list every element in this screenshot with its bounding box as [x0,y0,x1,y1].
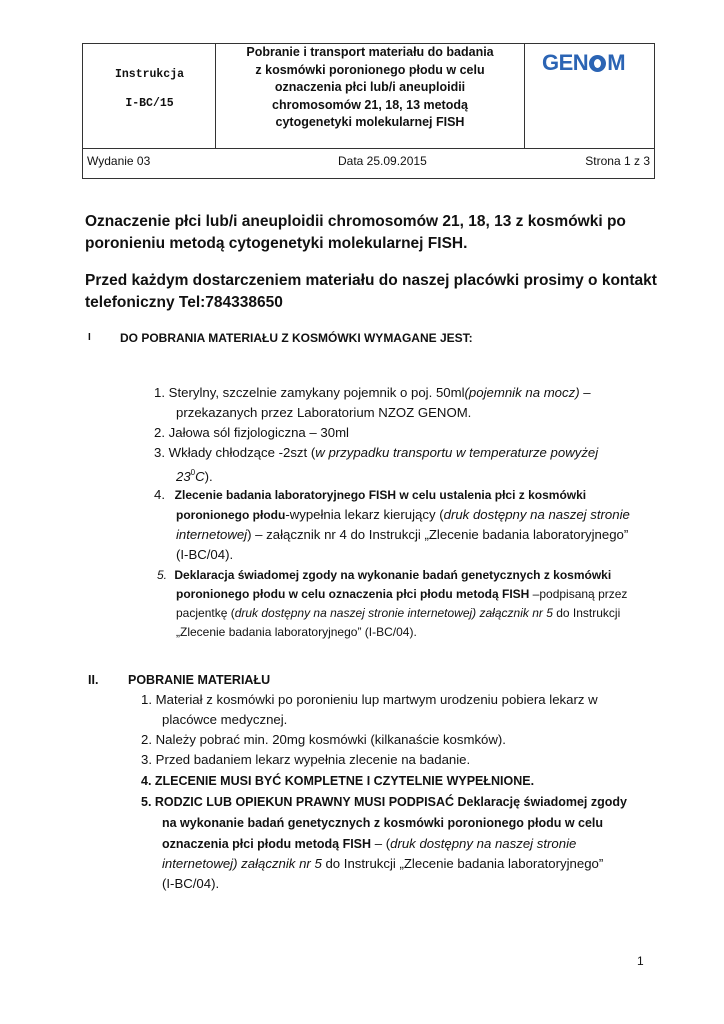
list-item-cont [176,585,627,604]
item-italic: druk dostępny na naszej stronie [443,507,630,522]
section-1-heading: DO POBRANIA MATERIAŁU Z KOSMÓWKI WYMAGANE JEST: [120,331,473,345]
list-item-cont: „Zlecenie badania laboratoryjnego” (I-BC/04). [176,625,417,639]
list-item-cont: (I-BC/04). [176,547,234,562]
genom-logo [542,50,625,76]
doc-date: Data 25.09.2015 [338,154,427,168]
list-item-cont: na wykonanie badań genetycznych z kosmówki poronionego płodu w celu [162,816,604,830]
item-bold: 5. RODZIC LUB OPIEKUN PRAWNY MUSI PODPISAĆ [141,795,454,809]
doc-meta-row [83,148,654,179]
main-title [85,211,626,255]
logo-cell [525,44,655,148]
contact-note [85,270,657,314]
doc-title-line: z kosmówki poronionego płodu w celu [255,62,485,77]
page-counter: Strona 1 z 3 [585,154,650,168]
item-italic: druk dostępny na naszej stronie [390,836,577,851]
item-text: ) – załącznik nr 4 do Instrukcji „Zlecenie badania laboratoryjnego” [247,527,629,542]
list-item-cont [176,463,213,487]
section-1-numeral: I [88,332,91,343]
item-bold: oznaczenia płci płodu metodą FISH [162,837,372,851]
item-bold: Zlecenie badania laboratoryjnego FISH w celu ustalenia płci z kosmówki [174,488,587,502]
list-item-cont: placówce medycznej. [162,712,288,727]
doc-title-cell [216,44,525,148]
item-text: 1. Sterylny, szczelnie zamykany pojemnik o poj. 50ml [154,385,465,400]
item-text: – [579,385,591,400]
item-bold: poronionego płodu w celu oznaczenia płci płodu metodą FISH [176,587,530,601]
doc-title-line: cytogenetyki molekularnej FISH [275,115,465,129]
list-item-cont [176,525,628,545]
list-item-cont [176,505,630,525]
list-item: 1. Materiał z kosmówki po poronieniu lup martwym urodzeniu pobiera lekarz w [141,692,598,707]
item-text: do Instrukcji [552,606,621,620]
item-italic: 23 [176,469,191,484]
item-italic: C [195,469,205,484]
contact-line: Przed każdym dostarczeniem materiału do naszej placówki prosimy o kontakt [85,272,657,289]
item-text: – ( [371,836,391,851]
main-title-line: poronieniu metodą cytogenetyki molekularnej FISH. [85,235,468,252]
list-item-cont [162,854,603,874]
section-2-heading: POBRANIE MATERIAŁU [128,673,271,687]
list-item-cont: przekazanych przez Laboratorium NZOZ GENOM. [176,405,472,420]
main-title-line: Oznaczenie płci lub/i aneuploidii chromosomów 21, 18, 13 z kosmówki po [85,213,626,230]
item-text: -wypełnia lekarz kierujący ( [285,507,444,522]
doc-title-line: chromosomów 21, 18, 13 metodą [272,97,468,112]
list-item: 4. ZLECENIE MUSI BYĆ KOMPLETNE I CZYTELNIE WYPEŁNIONE. [141,774,535,788]
doc-code: I-BC/15 [125,97,174,110]
item-text: 3. Wkłady chłodzące -2szt ( [154,445,316,460]
list-item-cont: (I-BC/04). [162,876,220,891]
item-bold: Deklaracja świadomej zgody na wykonanie badań genetycznych z kosmówki [174,568,612,582]
item-text: pacjentkę ( [176,606,235,620]
logo-text-right: M [607,50,626,75]
logo-globe-icon [589,55,606,72]
item-italic: w przypadku transportu w temperaturze powyżej [315,445,599,460]
list-item: 2. Należy pobrać min. 20mg kosmówki (kilkanaście kosmków). [141,732,506,747]
list-item [154,485,586,505]
list-item-cont [162,834,576,854]
item-italic: internetowej [176,527,248,542]
section-2-numeral: II. [88,673,99,687]
item-bold: Deklarację świadomej zgody [454,795,627,809]
list-item [154,443,598,463]
item-text: –podpisaną przez [529,587,628,601]
list-item [154,383,591,403]
page-number: 1 [637,954,644,968]
edition: Wydanie 03 [87,154,151,168]
item-italic: internetowej) załącznik nr 5 [162,856,322,871]
item-italic: (pojemnik na mocz) [464,385,580,400]
logo-text-left: GEN [542,50,589,75]
doc-type: Instrukcja [114,68,184,81]
doc-title-line: Pobranie i transport materiału do badania [246,45,494,59]
item-number: 4. [154,487,165,502]
list-item: 2. Jałowa sól fizjologiczna – 30ml [154,425,349,440]
list-item [157,566,611,585]
item-number: 5. [157,568,168,582]
list-item-cont [176,604,620,623]
item-text: ). [204,469,213,484]
list-item: 3. Przed badaniem lekarz wypełnia zlecenie na badanie. [141,752,471,767]
doc-id-cell [83,44,216,148]
contact-line: telefoniczny Tel:784338650 [85,294,283,311]
list-item [141,792,627,812]
document-header-table [82,43,655,179]
item-italic: druk dostępny na naszej stronie internetowej) załącznik nr 5 [234,606,553,620]
item-bold: poronionego płodu [176,508,286,522]
doc-title-line: oznaczenia płci lub/i aneuploidii [274,80,466,94]
item-text: do Instrukcji „Zlecenie badania laboratoryjnego” [321,856,604,871]
item-superscript: 0 [190,468,196,477]
